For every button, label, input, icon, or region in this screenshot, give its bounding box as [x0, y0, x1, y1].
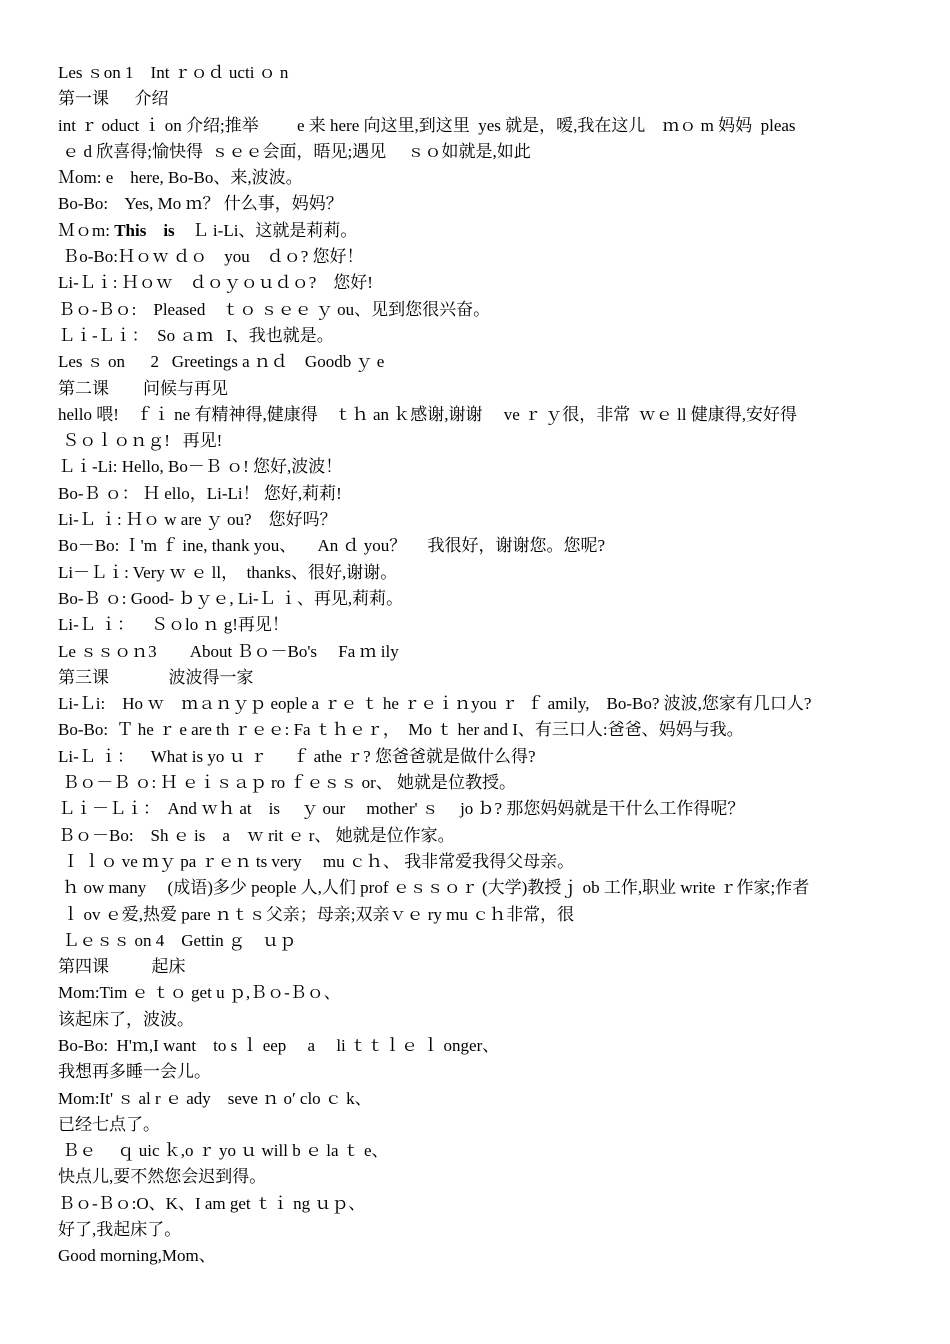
vocab-line: hello 喂! ｆｉ ne 有精神得,健康得 ｔｈ an ｋ感谢,谢谢 ve ｒ ｙ很，非常 ｗｅ ll 健康得,安好得	[58, 404, 797, 424]
lesson-3-title: Le ｓｓｏｎ3 About Ｂｏ－Bo's Fa ｍ ily	[58, 641, 399, 661]
dialogue-line: Ｌｉ-Li: Hello, Bo－Ｂ ｏ! 您好,波波！	[58, 457, 343, 477]
dialogue-line: Bo-Ｂ ｏ: Good- ｂｙｅ, Li-Ｌ ｉ、再见,莉莉。	[58, 588, 404, 608]
vocab-line: ｈ ow many (成语)多少 people 人,人们 prof ｅｓｓｏｒ (大学)教授ｊ ob 工作,职业 write ｒ作家;作者	[58, 878, 810, 898]
lesson-4-chinese-title: 第四课 起床	[58, 957, 186, 977]
translation-line: 已经七点了。	[58, 1114, 160, 1134]
translation-line: 好了,我起床了。	[58, 1220, 182, 1240]
document-page	[58, 60, 918, 1270]
vocab-line: int ｒ oduct ｉ on 介绍;推举 e 来 here 向这里,到这里 yes 就是，嗳,我在这儿 ｍｏ m 妈妈 pleas	[58, 115, 796, 135]
dialogue-line: Ｂo-Bo:Ｈｏｗ ｄｏ you ｄｏ? 您好！	[58, 247, 364, 267]
lesson-2-title: Les ｓ on 2 Greetings a ｎｄ Goodb ｙ e	[58, 352, 385, 372]
dialogue-line: Ｂｅ ｑ uic ｋ,o ｒ yo ｕ will b ｅ la ｔ e、	[58, 1141, 389, 1161]
dialogue-line: Bo-Bo: Yes, Mo ｍ？ 什么事，妈妈？	[58, 194, 343, 214]
bold-text: This is	[114, 220, 175, 240]
dialogue-line: Mom:It' ｓ al r ｅ ady seve ｎ o′ clo ｃ k、	[58, 1088, 372, 1108]
dialogue-line: Ｍｏm: This is Ｌ i-Li、这就是莉莉。	[58, 220, 358, 240]
dialogue-line: Good morning,Mom、	[58, 1246, 216, 1266]
dialogue-line: Ｂｏ－Ｂ ｏ: Ｈ ｅｉｓａｐ ro ｆｅｓｓ or、 她就是位教授。	[58, 773, 517, 793]
dialogue-line: Bo－Bo: Ｉ'm ｆ ine, thank you、 An ｄ you？ 我很好，谢谢您。您呢?	[58, 536, 606, 556]
dialogue-line: Li-Ｌｉ: Ｈｏｗ ｄｏｙｏｕｄｏ? 您好!	[58, 273, 373, 293]
dialogue-line: Li-Ｌi: Ho ｗ ｍａｎｙｐ eople a ｒｅ ｔ he ｒｅｉｎyou ｒ ｆ amily, Bo-Bo? 波波,您家有几口人?	[58, 694, 812, 714]
dialogue-line: Ｂｏ-Ｂｏ: Pleased ｔｏ ｓｅｅ ｙ ou、见到您很兴奋。	[58, 299, 491, 319]
dialogue-line: Bo-Bo: H'ｍ,I want to s ｌ eep a li ｔｔｌｅ ｌ onger、	[58, 1035, 500, 1055]
lesson-2-chinese-title: 第二课 问候与再见	[58, 378, 228, 398]
dialogue-line: Ｉ ｌｏ ve ｍｙ pa ｒｅｎ ts very mu ｃｈ、 我非常爱我得父母亲。	[58, 851, 575, 871]
translation-line: 我想再多睡一会儿。	[58, 1062, 211, 1082]
dialogue-line: Ｍom: e here, Bo-Bo、来,波波。	[58, 168, 303, 188]
vocab-line: Ｓｏｌｏｎｇ! 再见!	[58, 431, 223, 451]
dialogue-line: Ｌｉ－Ｌｉ： And ｗｈ at is ｙ our mother' ｓ jo ｂ? 那您妈妈就是干什么工作得呢？	[58, 799, 745, 819]
lesson-1-title: Les ｓon 1 Int ｒｏｄ ucti ｏ n	[58, 63, 289, 82]
dialogue-line: Li－Ｌｉ: Very ｗ ｅ ll， thanks、很好,谢谢。	[58, 562, 398, 582]
dialogue-line: Bo-Bo: Ｔ he ｒ e are th ｒｅｅ: Fa ｔｈｅｒ， Mo ｔ her and I、有三口人:爸爸、妈妈与我。	[58, 720, 744, 740]
dialogue-line: Li-Ｌ ｉ: Ｈｏ w are ｙ ou? 您好吗？	[58, 510, 337, 530]
vocab-line: ｅ d 欣喜得;愉快得 ｓｅｅ会面，晤见;遇见 ｓｏ如就是,如此	[58, 141, 531, 161]
lesson-4-title: Ｌｅｓｓ on 4 Gettin ｇ ｕｐ	[58, 930, 296, 950]
vocab-line: ｌ ov ｅ爱,热爱 pare ｎｔｓ父亲；母亲;双亲ｖｅ ry mu ｃｈ非常，很	[58, 904, 575, 924]
translation-line: 该起床了，波波。	[58, 1009, 194, 1029]
dialogue-line: Bo-Ｂ ｏ： Ｈ ello，Li-Li！ 您好,莉莉!	[58, 483, 342, 503]
dialogue-line: Ｂｏ－Bo: Sh ｅ is a ｗ rit ｅ r、 她就是位作家。	[58, 825, 455, 845]
dialogue-line: Li-Ｌ ｉ： Ｓｏlo ｎ g!再见！	[58, 615, 289, 635]
lesson-3-chinese-title: 第三课 波波得一家	[58, 667, 254, 687]
dialogue-line: Ｂｏ-Ｂｏ:O、K、I am get ｔｉ ng ｕｐ、	[58, 1193, 366, 1213]
dialogue-line: Ｌｉ-Ｌｉ： So ａｍ I、我也就是。	[58, 325, 334, 345]
dialogue-line: Li-Ｌ ｉ： What is yo ｕ ｒ ｆ athe ｒ? 您爸爸就是做什么得?	[58, 746, 536, 766]
lesson-1-chinese-title: 第一课 介绍	[58, 89, 169, 109]
translation-line: 快点儿,要不然您会迟到得。	[58, 1167, 267, 1187]
dialogue-line: Mom:Tim ｅ ｔｏ get u ｐ,Ｂｏ-Ｂｏ、	[58, 983, 341, 1003]
